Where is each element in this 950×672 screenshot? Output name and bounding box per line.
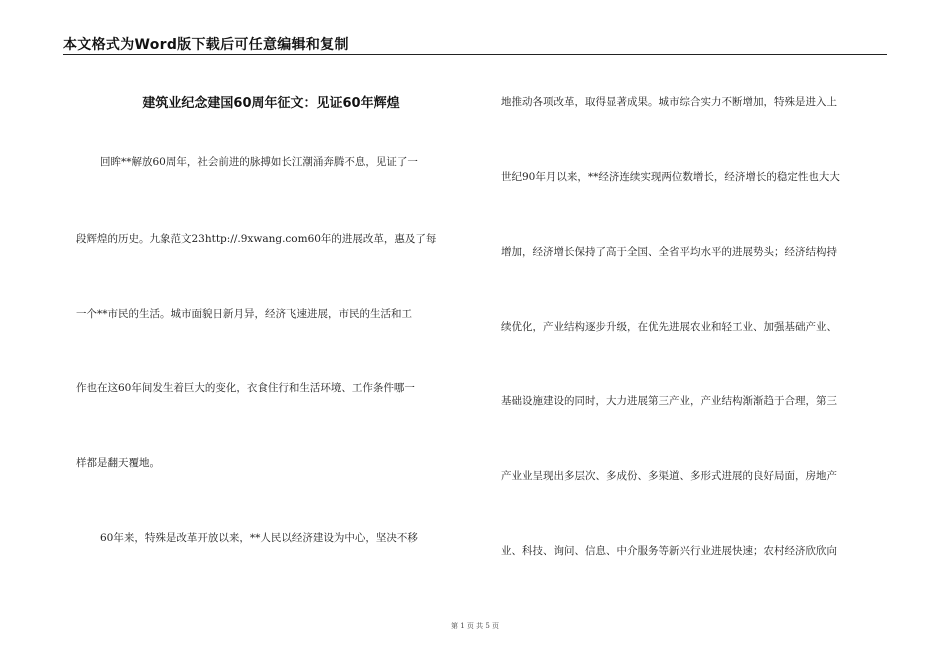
left-column-line: 作也在这60年间发生着巨大的变化，衣食住行和生活环境、工作条件哪一 bbox=[76, 382, 415, 394]
right-column-line: 世纪90年月以来，**经济连续实现两位数增长，经济增长的稳定性也大大 bbox=[501, 171, 840, 183]
left-column-line: 段辉煌的历史。九象范文23http://.9xwang.com60年的进展改革，惠及了每 bbox=[76, 233, 437, 245]
right-column-line: 续优化，产业结构逐步升级，在优先进展农业和轻工业、加强基础产业、 bbox=[501, 321, 837, 333]
document-header-title: 本文格式为Word版下载后可任意编辑和复制 bbox=[63, 37, 349, 53]
right-column-line: 业、科技、询问、信息、中介服务等新兴行业进展快速；农村经济欣欣向 bbox=[501, 545, 837, 557]
left-column-line: 回眸**解放60周年，社会前进的脉搏如长江潮涌奔腾不息，见证了一 bbox=[100, 156, 418, 168]
left-column-line: 一个**市民的生活。城市面貌日新月异，经济飞速进展，市民的生活和工 bbox=[76, 308, 412, 320]
header-divider bbox=[63, 54, 887, 55]
right-column-line: 产业业呈现出多层次、多成份、多渠道、多形式进展的良好局面，房地产 bbox=[501, 470, 837, 482]
article-title: 建筑业纪念建国60周年征文：见证60年辉煌 bbox=[142, 96, 400, 111]
right-column-line: 基础设施建设的同时，大力进展第三产业，产业结构渐渐趋于合理，第三 bbox=[501, 395, 837, 407]
right-column-line: 增加，经济增长保持了高于全国、全省平均水平的进展势头；经济结构持 bbox=[501, 246, 837, 258]
right-column-line: 地推动各项改革，取得显著成果。城市综合实力不断增加，特殊是进入上 bbox=[501, 96, 837, 108]
page-number-footer: 第 1 页 共 5 页 bbox=[450, 622, 500, 630]
left-column-line: 样都是翻天覆地。 bbox=[76, 457, 160, 469]
left-column-line: 60年来，特殊是改革开放以来，**人民以经济建设为中心，坚决不移 bbox=[100, 532, 418, 544]
